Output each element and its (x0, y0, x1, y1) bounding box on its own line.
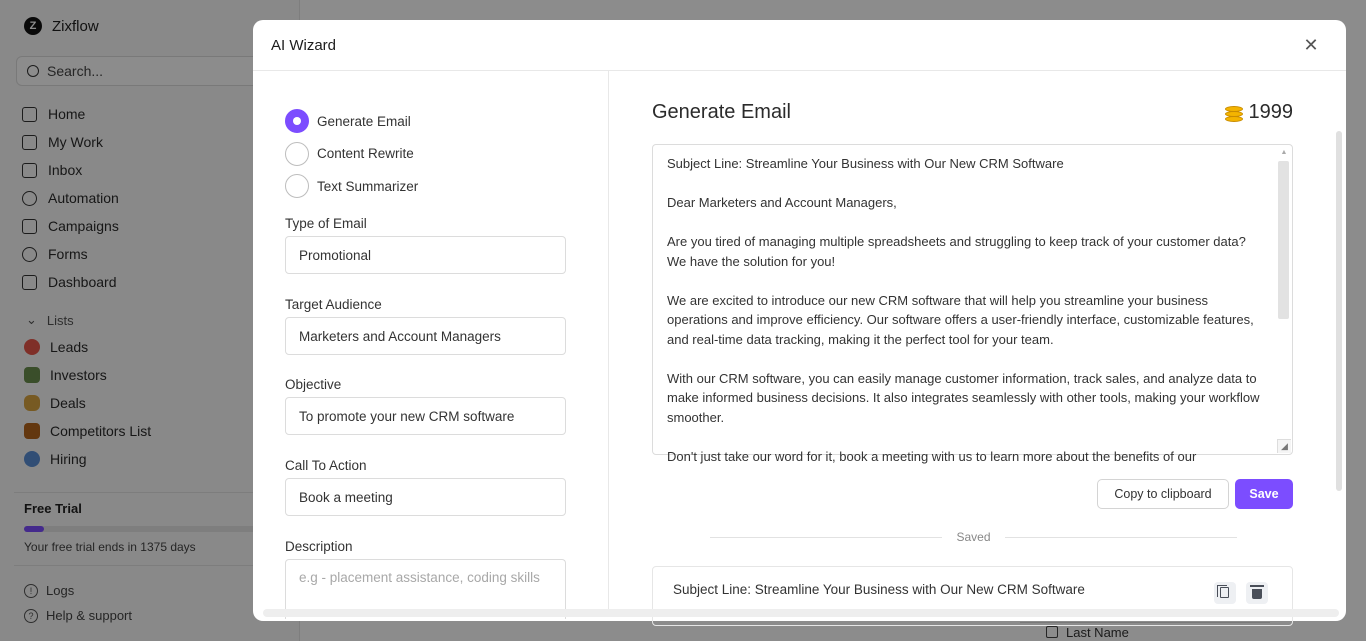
generated-email-pane (610, 71, 1346, 609)
wizard-options-pane (253, 71, 609, 609)
sidebar-item-label: Home (48, 106, 86, 122)
scroll-up-icon[interactable]: ▲ (1280, 149, 1288, 156)
type-of-email-field (285, 216, 566, 274)
sidebar-search-placeholder: Search... (47, 63, 104, 79)
lists-header-label: Lists (46, 312, 74, 328)
modal-title: AI Wizard (271, 37, 337, 54)
save-button[interactable]: Save (1235, 479, 1293, 509)
radio-unchecked-icon[interactable] (285, 174, 309, 198)
sidebar-item-label: Forms (48, 246, 88, 262)
target-audience-input[interactable] (285, 317, 566, 355)
brand-name: Zixflow (52, 17, 99, 35)
email-paragraph: Dear Marketers and Account Managers, (667, 195, 897, 210)
saved-email-card[interactable] (652, 566, 1293, 626)
objective-field (285, 377, 566, 435)
copy-icon[interactable] (1214, 582, 1236, 604)
email-paragraph: Subject Line: Streamline Your Business with Our New CRM Software (667, 156, 1064, 171)
email-paragraph: Don't just take our word for it, book a meeting with us to learn more about the benefits of our (667, 448, 1197, 464)
radio-unchecked-icon[interactable] (285, 142, 309, 166)
email-paragraph: We are excited to introduce our new CRM software that will help you streamline your business operations and improve efficiency. Our software offers a user-friendly interface, customizable features, and real-time data tracking, making it the perfect tool for your team. (667, 292, 1254, 347)
divider-line (710, 537, 942, 538)
coins-icon (1225, 103, 1245, 123)
chevron-down-icon: ⌄ (26, 312, 37, 327)
modal-header (253, 20, 1346, 71)
sidebar-item-label: Automation (48, 190, 119, 206)
list-item-label: Investors (50, 367, 107, 383)
generated-email-textarea[interactable] (652, 144, 1293, 464)
sidebar-item-label: Campaigns (48, 218, 119, 234)
sidebar-item-label: Dashboard (48, 274, 117, 290)
generated-title: Generate Email (652, 101, 791, 123)
generated-email-content[interactable] (653, 145, 1277, 464)
ai-wizard-modal (253, 20, 1346, 621)
mode-content-rewrite[interactable] (285, 138, 418, 171)
description-label: Description (285, 539, 353, 554)
help-icon: ? (24, 609, 38, 623)
mode-label: Generate Email (317, 113, 411, 129)
list-item-label: Deals (50, 395, 86, 411)
target-audience-label: Target Audience (285, 297, 382, 312)
divider-line (1005, 537, 1237, 538)
credits-badge (1225, 101, 1294, 124)
sidebar-item-label: Help & support (46, 608, 132, 623)
list-item-label: Hiring (50, 451, 87, 467)
resize-handle-icon[interactable]: ◢ (1277, 439, 1291, 453)
list-item-label: Leads (50, 339, 89, 355)
email-paragraph: Are you tired of managing multiple spreadsheets and struggling to keep track of your customer data? We have the solution for you! (667, 234, 1246, 269)
email-paragraph: With our CRM software, you can easily manage customer information, track sales, and analyze data to make informed business decisions. It also integrates seamlessly with other tools, making your workflow smoother. (667, 370, 1260, 425)
table-column-label: Last Name (1066, 624, 1129, 640)
call-to-action-label: Call To Action (285, 458, 367, 473)
pane-scrollbar[interactable] (1336, 131, 1344, 491)
call-to-action-input[interactable] (285, 478, 566, 516)
zixflow-logo-icon: Z (24, 17, 42, 35)
copy-to-clipboard-button[interactable]: Copy to clipboard (1097, 479, 1229, 509)
call-to-action-field (285, 458, 566, 516)
objective-label: Objective (285, 377, 342, 392)
pane-scrollbar-thumb[interactable] (1336, 131, 1342, 491)
mode-text-summarizer[interactable] (285, 170, 418, 203)
clock-icon: ! (24, 584, 38, 598)
credits-count: 1999 (1248, 101, 1293, 123)
free-trial-title: Free Trial (24, 501, 82, 516)
trash-icon[interactable] (1246, 582, 1268, 604)
mode-label: Content Rewrite (317, 146, 414, 162)
saved-label: Saved (956, 530, 991, 544)
sidebar-item-label: Inbox (48, 162, 83, 178)
email-scrollbar-thumb[interactable] (1278, 161, 1289, 319)
radio-checked-icon[interactable] (285, 109, 309, 133)
mode-radio-group (285, 105, 418, 203)
horizontal-scrollbar[interactable] (263, 609, 1339, 617)
list-item-label: Competitors List (50, 423, 152, 439)
saved-email-subject: Subject Line: Streamline Your Business with Our New CRM Software (673, 582, 1085, 597)
free-trial-note: Your free trial ends in 1375 days (24, 540, 196, 554)
close-icon[interactable]: ✕ (1300, 34, 1322, 56)
type-of-email-label: Type of Email (285, 216, 367, 231)
mode-generate-email[interactable] (285, 105, 418, 138)
type-of-email-input[interactable] (285, 236, 566, 274)
saved-divider (710, 529, 1237, 545)
target-audience-field (285, 297, 566, 355)
sidebar-item-label: Logs (46, 583, 75, 598)
mode-label: Text Summarizer (317, 178, 419, 194)
sidebar-item-label: My Work (48, 134, 103, 150)
objective-input[interactable] (285, 397, 566, 435)
email-scrollbar[interactable] (1278, 149, 1290, 452)
